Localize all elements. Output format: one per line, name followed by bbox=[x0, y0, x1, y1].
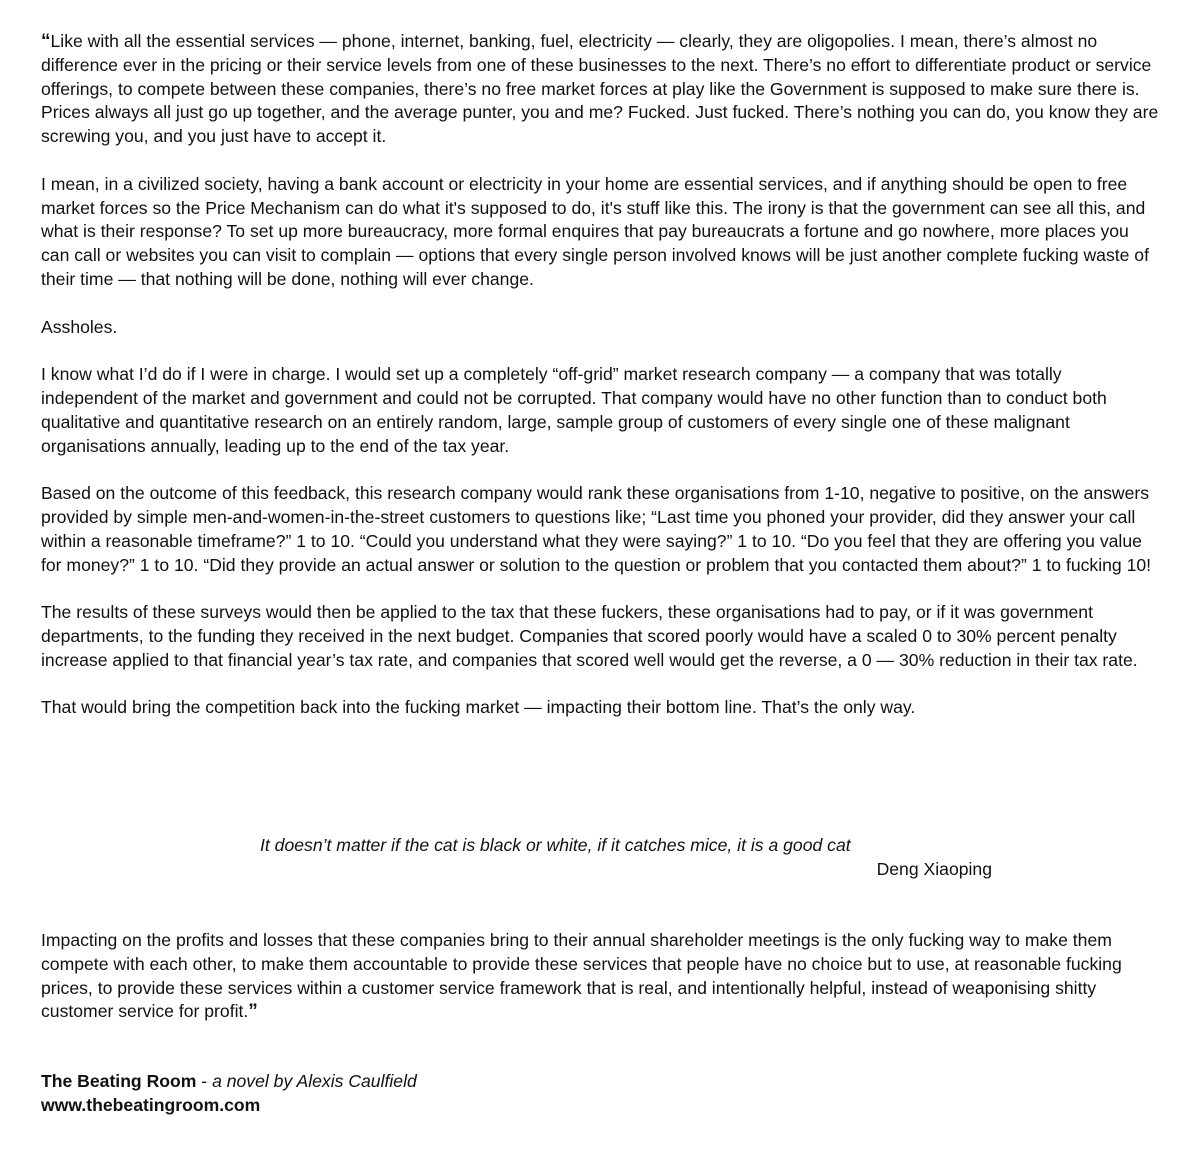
paragraph-6: The results of these surveys would then be applied to the tax that these fuckers, these organisations had to pay, or if it was government departments, to the funding they received in the next budget. Companies that scored poorly would have a scaled 0 to 30% percent penalty increase applied to that financial year’s tax rate, and companies that scored well would get the reverse, a 0 — 30% reduction in their tax rate. bbox=[41, 602, 1138, 670]
close-quote-mark: ” bbox=[248, 1001, 258, 1023]
footer-separator: - bbox=[196, 1071, 213, 1091]
paragraph-4: I know what I’d do if I were in charge. I would set up a completely “off-grid” market research company — a company that was totally independent of the market and government and could not be corrupted. That company would have no other function than to conduct both qualitative and quantitative research on an entirely random, large, sample group of customers of every single one of these malignant organisations annually, leading up to the end of the tax year. bbox=[41, 364, 1107, 456]
final-paragraph bbox=[41, 929, 1161, 1024]
final-text bbox=[41, 929, 1161, 1024]
paragraph-1 bbox=[41, 30, 1161, 149]
quote-author: Deng Xiaoping bbox=[876, 858, 992, 879]
main-text bbox=[41, 30, 1161, 720]
website-link[interactable]: www.thebeatingroom.com bbox=[41, 1094, 261, 1115]
epigraph-quote bbox=[260, 834, 1000, 882]
paragraph-2: I mean, in a civilized society, having a bank account or electricity in your home are essential services, and if anything should be open to free market forces so the Price Mechanism can do what it's supposed to do, it's stuff like this. The irony is that the government can see all this, and what is their response? To set up more bureaucracy, more formal enquires that pay bureaucrats a fortune and go nowhere, more places you can call or websites you can visit to complain — options that every single person involved knows will be just another complete fucking waste of their time — that nothing will be done, nothing will ever change. bbox=[41, 173, 1149, 289]
paragraph-7: That would bring the competition back into the fucking market — impacting their bottom line. That’s the only way. bbox=[41, 697, 916, 718]
open-quote-mark: “ bbox=[41, 31, 51, 52]
paragraph-3: Assholes. bbox=[41, 316, 118, 337]
paragraph-5: Based on the outcome of this feedback, this research company would rank these organisations from 1-10, negative to positive, on the answers provided by simple men-and-women-in-the-street customers to questions like; “Last time you phoned your provider, did they answer your call within a reasonable timeframe?” 1 to 10. “Could you understand what they were saying?” 1 to 10. “Do you feel that they are offering you value for money?” 1 to 10. “Did they provide an actual answer or solution to the question or problem that you contacted them about?” 1 to fucking 10! bbox=[41, 483, 1152, 575]
book-title: The Beating Room bbox=[41, 1071, 197, 1091]
quote-text: It doesn’t matter if the cat is black or white, if it catches mice, it is a good cat bbox=[260, 835, 851, 855]
final-paragraph-text: Impacting on the profits and losses that these companies bring to their annual shareholder meetings is the only fucking way to make them compete with each other, to make them accountable to provide these services that people have no choice but to use, at reasonable fucking prices, to provide these services within a customer service framework that is real, and intentionally helpful, instead of weaponising shitty customer service for profit. bbox=[41, 930, 1122, 1022]
footer bbox=[41, 1070, 417, 1118]
book-byline: a novel by Alexis Caulfield bbox=[212, 1071, 417, 1091]
paragraph-1-text: Like with all the essential services — phone, internet, banking, fuel, electricity — clearly, they are oligopolies. I mean, there’s almost no difference ever in the pricing or their service levels from one of these businesses to the next. There’s no effort to differentiate product or service offerings, to compete between these companies, there’s no free market forces at play like the Government is supposed to make sure there is. Prices always all just go up together, and the average punter, you and me? Fucked. Just fucked. There’s nothing you can do, you know they are screwing you, and you just have to accept it. bbox=[41, 31, 1159, 147]
